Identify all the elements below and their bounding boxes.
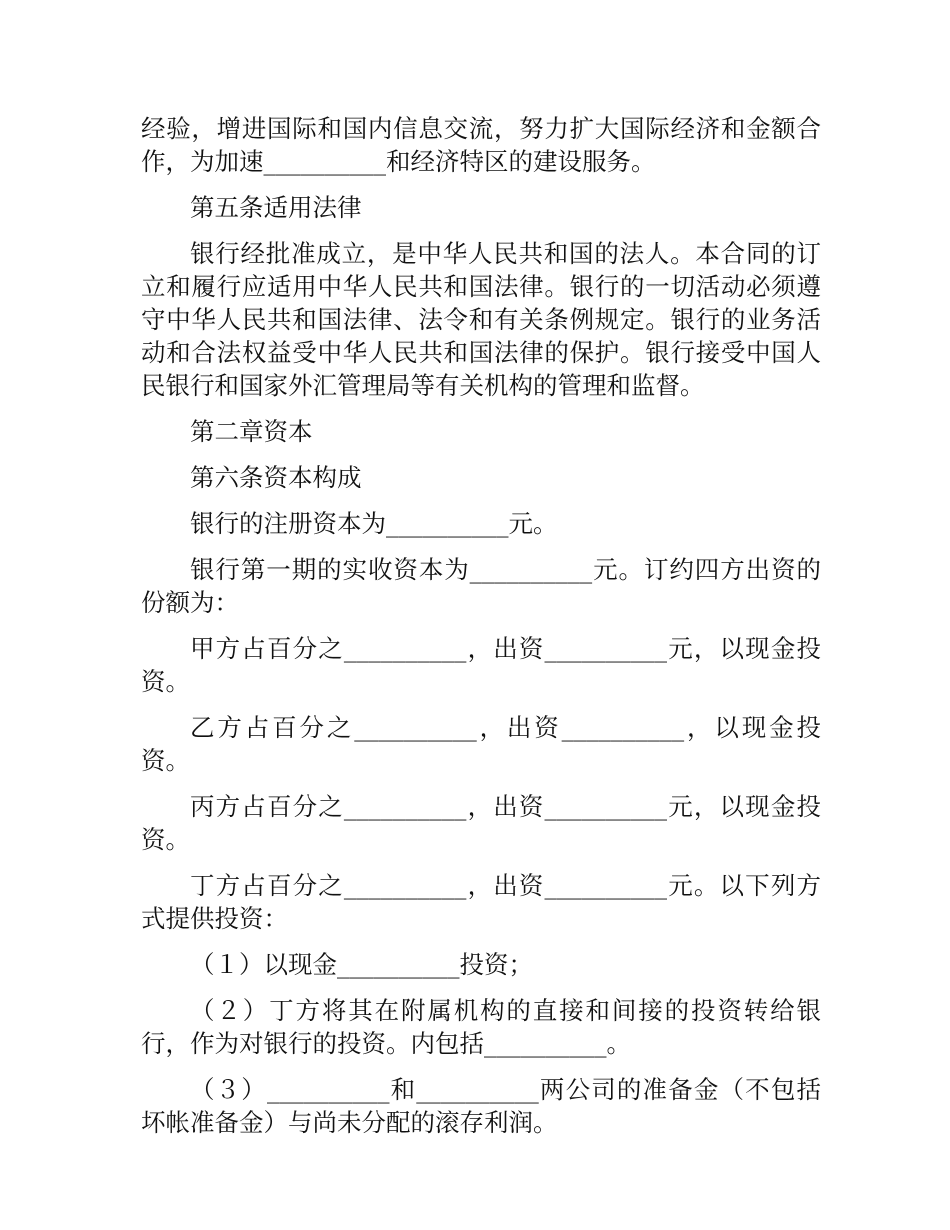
- document-page: [141, 112, 821, 1152]
- list-item-1: （１）以现金__________投资；: [190, 950, 533, 979]
- paragraph-registered-capital: 银行的注册资本为__________元。: [190, 509, 558, 538]
- paragraph-party-b: 乙方占百分之__________，出资__________，以现金投资。: [141, 713, 821, 775]
- list-item-3: （３）__________和__________两公司的准备金（不包括坏帐准备金）与尚未分配的滚存利润。: [141, 1075, 821, 1137]
- paragraph-paid-in-capital: 银行第一期的实收资本为__________元。订约四方出资的份额为：: [141, 555, 821, 617]
- list-item-2: （２）丁方将其在附属机构的直接和间接的投资转给银行，作为对银行的投资。内包括__________。: [141, 996, 821, 1058]
- paragraph-party-a: 甲方占百分之__________，出资__________元，以现金投资。: [141, 634, 821, 696]
- paragraph-applicable-law: 银行经批准成立，是中华人民共和国的法人。本合同的订立和履行应适用中华人民共和国法律。银行的一切活动必须遵守中华人民共和国法律、法令和有关条例规定。银行的业务活动和合法权益受中华人民共和国法律的保护。银行接受中国人民银行和国家外汇管理局等有关机构的管理和监督。: [141, 239, 821, 400]
- article-5-heading: 第五条适用法律: [190, 193, 362, 222]
- paragraph-party-c: 丙方占百分之__________，出资__________元，以现金投资。: [141, 792, 821, 854]
- article-6-heading: 第六条资本构成: [190, 463, 362, 492]
- paragraph-party-d: 丁方占百分之__________，出资__________元。以下列方式提供投资：: [141, 871, 821, 933]
- chapter-2-heading: 第二章资本: [190, 417, 313, 446]
- paragraph-continuation: 经验，增进国际和国内信息交流，努力扩大国际经济和金额合作，为加速__________和经济特区的建设服务。: [141, 114, 821, 176]
